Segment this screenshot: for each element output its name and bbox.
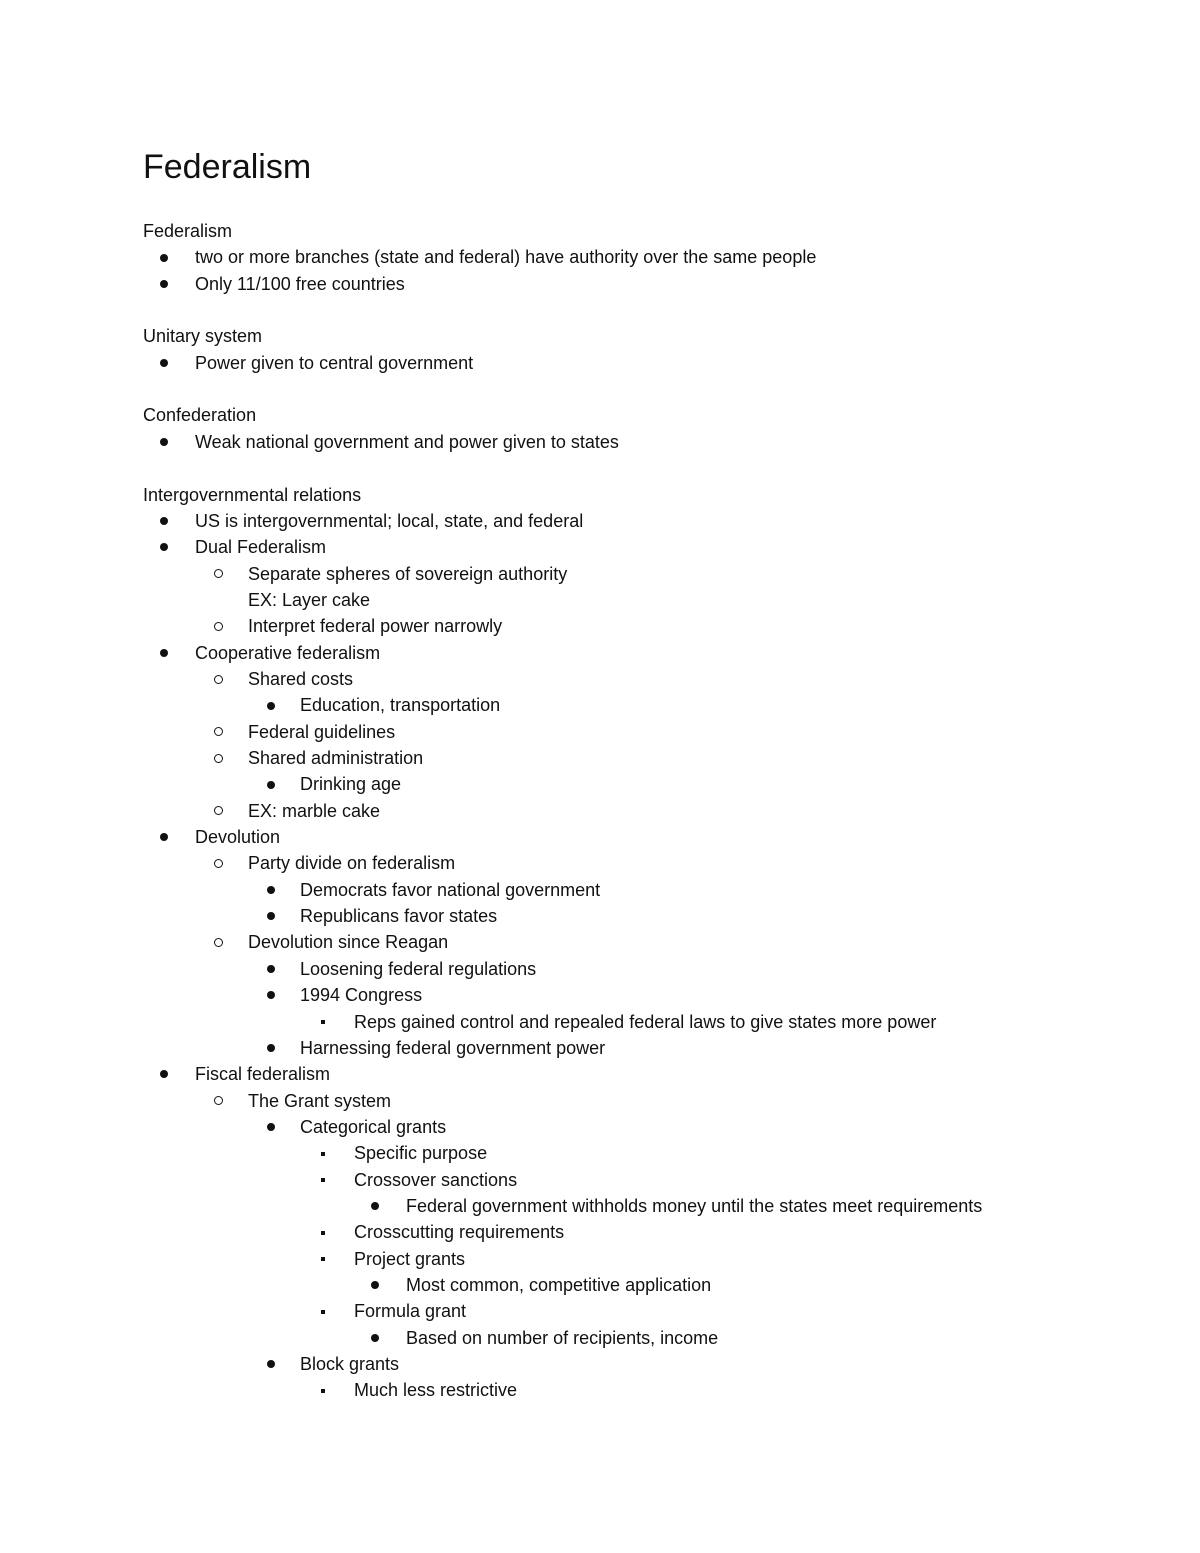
list-item bbox=[300, 1035, 605, 1061]
list-item bbox=[248, 561, 567, 587]
page-title: Federalism bbox=[143, 148, 312, 186]
list-item bbox=[195, 640, 380, 666]
line-text: EX: Layer cake bbox=[248, 589, 371, 610]
line-text: EX: marble cake bbox=[248, 800, 381, 821]
circle-bullet-icon bbox=[211, 561, 225, 587]
list-item bbox=[248, 850, 455, 876]
line-text: Shared administration bbox=[248, 748, 424, 768]
bullet-icon bbox=[157, 534, 171, 560]
line-text: Based on number of recipients, income bbox=[406, 1327, 719, 1348]
bullet-icon bbox=[264, 771, 278, 797]
bullet-icon bbox=[368, 1325, 382, 1351]
line-text: Power given to central government bbox=[195, 352, 474, 373]
line-text: The Grant system bbox=[248, 1090, 392, 1111]
bullet-icon bbox=[157, 1061, 171, 1087]
line-text: Weak national government and power given to states bbox=[195, 431, 619, 452]
square-bullet-icon bbox=[316, 1246, 330, 1272]
line-text: Much less restrictive bbox=[354, 1380, 518, 1401]
bullet-icon bbox=[157, 429, 171, 455]
list-item bbox=[300, 692, 500, 718]
line-text: Harnessing federal government power bbox=[300, 1037, 606, 1058]
list-item bbox=[248, 798, 380, 824]
circle-bullet-icon bbox=[211, 850, 225, 876]
line-text: Cooperative federalism bbox=[195, 642, 381, 663]
list-item bbox=[195, 1061, 330, 1087]
list-item bbox=[354, 1009, 936, 1035]
list-item bbox=[248, 745, 423, 771]
list-item-continuation bbox=[248, 587, 370, 613]
line-text: Party divide on federalism bbox=[248, 853, 456, 874]
list-item bbox=[195, 534, 326, 560]
line-text: 1994 Congress bbox=[300, 985, 423, 1006]
bullet-icon bbox=[264, 1114, 278, 1140]
line-text: Reps gained control and repealed federal laws to give states more power bbox=[354, 1011, 937, 1032]
line-text: Federal guidelines bbox=[248, 721, 396, 742]
line-text: Project grants bbox=[354, 1248, 466, 1269]
list-item bbox=[354, 1298, 466, 1324]
bullet-icon bbox=[264, 1035, 278, 1061]
line-text: Block grants bbox=[300, 1354, 400, 1375]
bullet-icon bbox=[368, 1193, 382, 1219]
bullet-icon bbox=[264, 692, 278, 718]
line-text: Loosening federal regulations bbox=[300, 958, 537, 979]
list-item bbox=[354, 1140, 487, 1166]
line-text: Republicans favor states bbox=[300, 906, 498, 927]
bullet-icon bbox=[157, 640, 171, 666]
list-item bbox=[354, 1167, 517, 1193]
bullet-icon bbox=[264, 903, 278, 929]
line-text: Federal government withholds money until the states meet requirements bbox=[406, 1195, 983, 1216]
circle-bullet-icon bbox=[211, 929, 225, 955]
list-item bbox=[248, 929, 448, 955]
line-text: Crossover sanctions bbox=[354, 1169, 518, 1190]
circle-bullet-icon bbox=[211, 745, 225, 771]
circle-bullet-icon bbox=[211, 613, 225, 639]
list-item bbox=[300, 771, 401, 797]
list-item bbox=[248, 666, 353, 692]
list-item bbox=[406, 1272, 711, 1298]
line-text: Most common, competitive application bbox=[406, 1275, 712, 1295]
line-text: Devolution bbox=[195, 827, 281, 848]
bullet-icon bbox=[157, 824, 171, 850]
line-text: Dual Federalism bbox=[195, 537, 327, 558]
line-text: Federalism bbox=[143, 221, 233, 241]
section-heading bbox=[143, 218, 232, 244]
list-item bbox=[300, 982, 422, 1008]
bullet-icon bbox=[264, 956, 278, 982]
list-item bbox=[195, 429, 619, 455]
circle-bullet-icon bbox=[211, 666, 225, 692]
bullet-icon bbox=[264, 1351, 278, 1377]
line-text: Drinking age bbox=[300, 774, 402, 795]
square-bullet-icon bbox=[316, 1377, 330, 1403]
list-item bbox=[248, 613, 502, 639]
line-text: Formula grant bbox=[354, 1301, 467, 1322]
line-text: Intergovernmental relations bbox=[143, 484, 362, 505]
line-text: Specific purpose bbox=[354, 1143, 488, 1164]
line-text: Categorical grants bbox=[300, 1116, 447, 1137]
line-text: Confederation bbox=[143, 405, 257, 426]
list-item bbox=[248, 719, 395, 745]
square-bullet-icon bbox=[316, 1219, 330, 1245]
line-text: Devolution since Reagan bbox=[248, 932, 449, 953]
line-text: two or more branches (state and federal) have authority over the same people bbox=[195, 247, 817, 268]
list-item bbox=[354, 1377, 517, 1403]
section-heading bbox=[143, 402, 256, 428]
list-item bbox=[300, 1351, 399, 1377]
bullet-icon bbox=[157, 244, 171, 270]
line-text: Only 11/100 free countries bbox=[195, 273, 405, 294]
square-bullet-icon bbox=[316, 1009, 330, 1035]
list-item bbox=[300, 877, 600, 903]
bullet-icon bbox=[157, 508, 171, 534]
section-heading bbox=[143, 323, 262, 349]
line-text: Shared costs bbox=[248, 668, 354, 689]
bullet-icon bbox=[368, 1272, 382, 1298]
line-text: Unitary system bbox=[143, 326, 263, 347]
list-item bbox=[300, 956, 536, 982]
line-text: US is intergovernmental; local, state, and federal bbox=[195, 510, 584, 531]
bullet-icon bbox=[264, 877, 278, 903]
list-item bbox=[195, 244, 816, 270]
square-bullet-icon bbox=[316, 1167, 330, 1193]
list-item bbox=[248, 1088, 391, 1114]
circle-bullet-icon bbox=[211, 798, 225, 824]
list-item bbox=[195, 824, 280, 850]
line-text: Crosscutting requirements bbox=[354, 1222, 565, 1243]
list-item bbox=[195, 350, 473, 376]
list-item bbox=[406, 1193, 982, 1219]
list-item bbox=[300, 1114, 446, 1140]
list-item bbox=[354, 1246, 465, 1272]
line-text: Fiscal federalism bbox=[195, 1064, 331, 1085]
bullet-icon bbox=[157, 350, 171, 376]
line-text: Interpret federal power narrowly bbox=[248, 616, 503, 637]
circle-bullet-icon bbox=[211, 1088, 225, 1114]
list-item bbox=[195, 508, 583, 534]
section-heading bbox=[143, 482, 361, 508]
list-item bbox=[300, 903, 497, 929]
bullet-icon bbox=[157, 271, 171, 297]
line-text: Separate spheres of sovereign authority bbox=[248, 563, 568, 584]
circle-bullet-icon bbox=[211, 719, 225, 745]
square-bullet-icon bbox=[316, 1298, 330, 1324]
square-bullet-icon bbox=[316, 1140, 330, 1166]
bullet-icon bbox=[264, 982, 278, 1008]
line-text: Democrats favor national government bbox=[300, 879, 601, 900]
line-text: Education, transportation bbox=[300, 695, 501, 716]
list-item bbox=[406, 1325, 718, 1351]
list-item bbox=[195, 271, 405, 297]
list-item bbox=[354, 1219, 564, 1245]
